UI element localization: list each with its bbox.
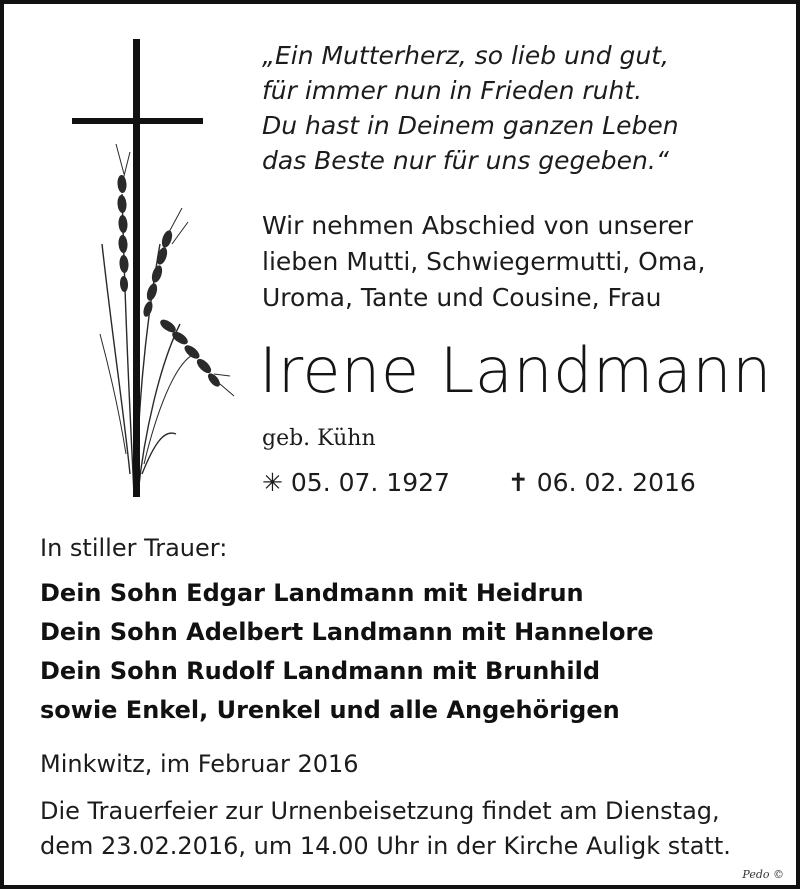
cross-wheat-illustration [64, 34, 244, 504]
birth-star-icon: ✳ [262, 468, 283, 497]
mourner-line: sowie Enkel, Urenkel und alle Angehörigen [40, 696, 620, 724]
intro-line: lieben Mutti, Schwiegermutti, Oma, [262, 247, 706, 276]
place-date: Minkwitz, im Februar 2016 [40, 750, 359, 778]
death-cross-icon: ✝ [507, 468, 529, 497]
born-name: geb. Kühn [262, 426, 376, 451]
mourners-heading: In stiller Trauer: [40, 534, 228, 562]
mourners-list [40, 574, 654, 730]
deceased-name: Irene Landmann [259, 334, 772, 407]
intro-line: Uroma, Tante und Cousine, Frau [262, 283, 662, 312]
mourner-line: Dein Sohn Rudolf Landmann mit Brunhild [40, 657, 600, 685]
poem-line: das Beste nur für uns gegeben.“ [262, 146, 669, 175]
designer-credit: Pedo © [742, 868, 784, 881]
cross-icon [72, 39, 203, 497]
mourner-line: Dein Sohn Adelbert Landmann mit Hannelore [40, 618, 654, 646]
life-dates [262, 468, 696, 497]
poem-line: für immer nun in Frieden ruht. [262, 76, 643, 105]
service-line: dem 23.02.2016, um 14.00 Uhr in der Kirche Auligk statt. [40, 832, 731, 860]
mourner-line: Dein Sohn Edgar Landmann mit Heidrun [40, 579, 584, 607]
service-line: Die Trauerfeier zur Urnenbeisetzung findet am Dienstag, [40, 797, 720, 825]
funeral-service-info [40, 794, 731, 864]
wheat-icon [100, 144, 234, 494]
death-date: 06. 02. 2016 [536, 468, 696, 497]
birth-date: 05. 07. 1927 [290, 468, 450, 497]
intro-line: Wir nehmen Abschied von unserer [262, 211, 694, 240]
poem-line: „Ein Mutterherz, so lieb und gut, [262, 41, 670, 70]
memorial-poem [262, 38, 782, 178]
farewell-intro [262, 208, 782, 316]
poem-line: Du hast in Deinem ganzen Leben [262, 111, 679, 140]
